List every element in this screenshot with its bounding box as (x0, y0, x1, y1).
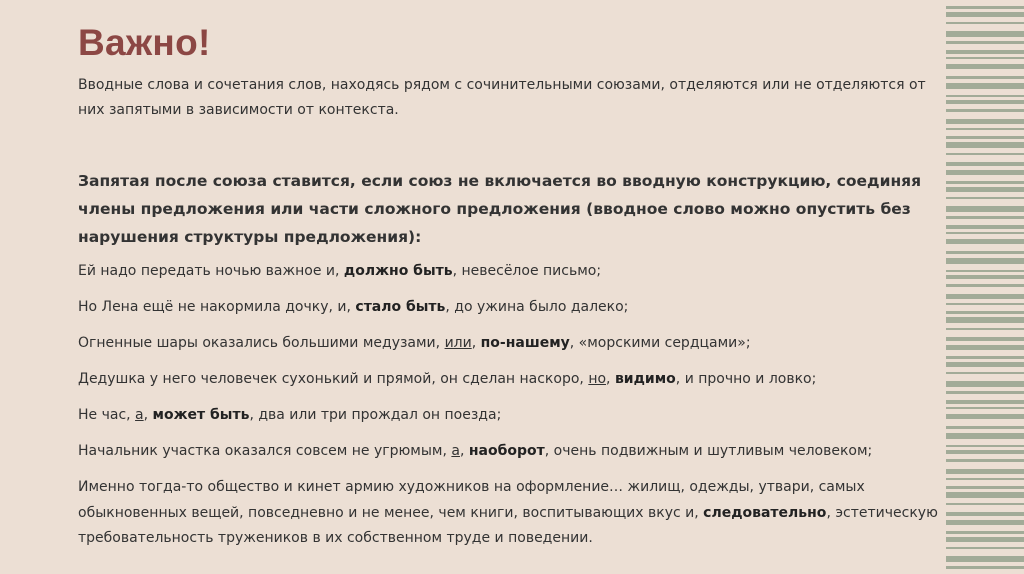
example-3 (78, 331, 940, 357)
stripe (946, 83, 1024, 89)
introductory-word: видимо (614, 371, 676, 387)
stripe (946, 356, 1024, 359)
stripe (946, 275, 1024, 279)
introductory-word: по-нашему (480, 335, 570, 351)
stripe (946, 503, 1024, 505)
stripe (946, 328, 1024, 330)
conjunction: или (444, 335, 472, 351)
conjunction: а (451, 443, 460, 459)
stripe (946, 57, 1024, 59)
example-text: Начальник участка оказался совсем не угрюмым, (78, 443, 452, 459)
introductory-word: стало быть (355, 299, 446, 315)
stripe (946, 433, 1024, 439)
example-text: , «морскими сердцами»; (569, 335, 751, 351)
stripe (946, 531, 1024, 534)
stripe (946, 414, 1024, 419)
stripe (946, 317, 1024, 323)
example-text: , (606, 371, 615, 387)
stripe (946, 469, 1024, 474)
stripe (946, 128, 1024, 130)
example-4 (78, 367, 940, 393)
stripe (946, 181, 1024, 184)
example-text: , эстетическую требовательность тружеников в их собственном труде и поведении. (78, 504, 938, 546)
slide-title: Важно! (78, 22, 211, 63)
stripe (946, 162, 1024, 166)
stripe (946, 486, 1024, 489)
example-text: , (471, 335, 481, 351)
example-text: , два или три прождал он поезда; (249, 407, 502, 423)
rule-paragraph: Запятая после союза ставится, если союз не включается во вводную конструкцию, соединяя члены предложения или части сложного предложения (вводное слово можно опустить без нарушения структуры предложения): (78, 172, 922, 246)
stripe (946, 345, 1024, 350)
example-text: , до ужина было далеко; (445, 299, 629, 315)
stripe (946, 76, 1024, 79)
stripe (946, 206, 1024, 212)
stripe (946, 6, 1024, 9)
stripe (946, 225, 1024, 229)
example-text: , (459, 443, 469, 459)
introductory-word: должно быть (343, 263, 453, 279)
stripe (946, 537, 1024, 542)
example-5 (78, 403, 940, 429)
example-text: , очень подвижным и шутливым человеком; (544, 443, 873, 459)
stripe (946, 136, 1024, 139)
stripe (946, 12, 1024, 17)
decorative-stripes (946, 0, 1024, 574)
example-text: Не час, (78, 407, 136, 423)
stripe (946, 337, 1024, 341)
stripe (946, 311, 1024, 314)
stripe (946, 450, 1024, 454)
stripe (946, 216, 1024, 219)
example-text: , и прочно и ловко; (675, 371, 817, 387)
stripe (946, 232, 1024, 234)
stripe (946, 100, 1024, 104)
example-text: , невесёлое письмо; (452, 263, 602, 279)
example-text: Именно тогда-то общество и кинет армию художников на оформление… жилищ, одежды, утвари, самых обыкновенных вещей, повседневно и не менее, чем книги, воспитывающих вкус и, (78, 479, 865, 521)
stripe (946, 492, 1024, 498)
example-7 (78, 475, 940, 552)
stripe (946, 270, 1024, 272)
stripe (946, 372, 1024, 374)
stripe (946, 64, 1024, 69)
stripe (946, 512, 1024, 516)
stripe (946, 31, 1024, 37)
example-2 (78, 295, 940, 321)
example-text: , (143, 407, 153, 423)
stripe (946, 109, 1024, 112)
conjunction: а (135, 407, 144, 423)
stripe (946, 119, 1024, 124)
stripe (946, 251, 1024, 254)
stripe (946, 41, 1024, 44)
stripe (946, 258, 1024, 264)
stripe (946, 294, 1024, 299)
introductory-word: наоборот (468, 443, 545, 459)
stripe (946, 400, 1024, 404)
example-1 (78, 259, 940, 285)
example-text: Дедушка у него человечек сухонький и прямой, он сделан наскоро, (78, 371, 589, 387)
stripe (946, 239, 1024, 244)
stripe (946, 197, 1024, 199)
stripe (946, 391, 1024, 394)
stripe (946, 95, 1024, 97)
conjunction: но (588, 371, 607, 387)
stripe (946, 153, 1024, 155)
stripe (946, 22, 1024, 24)
example-text: Но Лена ещё не накормила дочку, и, (78, 299, 356, 315)
intro-paragraph: Вводные слова и сочетания слов, находясь рядом с сочинительными союзами, отделяются или не отделяются от них запятыми в зависимости от контекста. (78, 77, 926, 118)
stripe (946, 426, 1024, 429)
stripe (946, 445, 1024, 447)
stripe (946, 381, 1024, 387)
introductory-word: следовательно (703, 504, 827, 521)
stripe (946, 187, 1024, 192)
example-text: Огненные шары оказались большими медузами, (78, 335, 445, 351)
stripe (946, 547, 1024, 549)
stripe (946, 566, 1024, 569)
stripe (946, 478, 1024, 480)
example-6 (78, 439, 940, 465)
stripe (946, 284, 1024, 287)
stripe (946, 407, 1024, 409)
stripe (946, 362, 1024, 367)
stripe (946, 459, 1024, 462)
stripe (946, 142, 1024, 148)
example-text: Ей надо передать ночью важное и, (78, 263, 344, 279)
stripe (946, 303, 1024, 305)
stripe (946, 50, 1024, 54)
stripe (946, 520, 1024, 525)
stripe (946, 556, 1024, 562)
introductory-word: может быть (152, 407, 250, 423)
stripe (946, 170, 1024, 175)
